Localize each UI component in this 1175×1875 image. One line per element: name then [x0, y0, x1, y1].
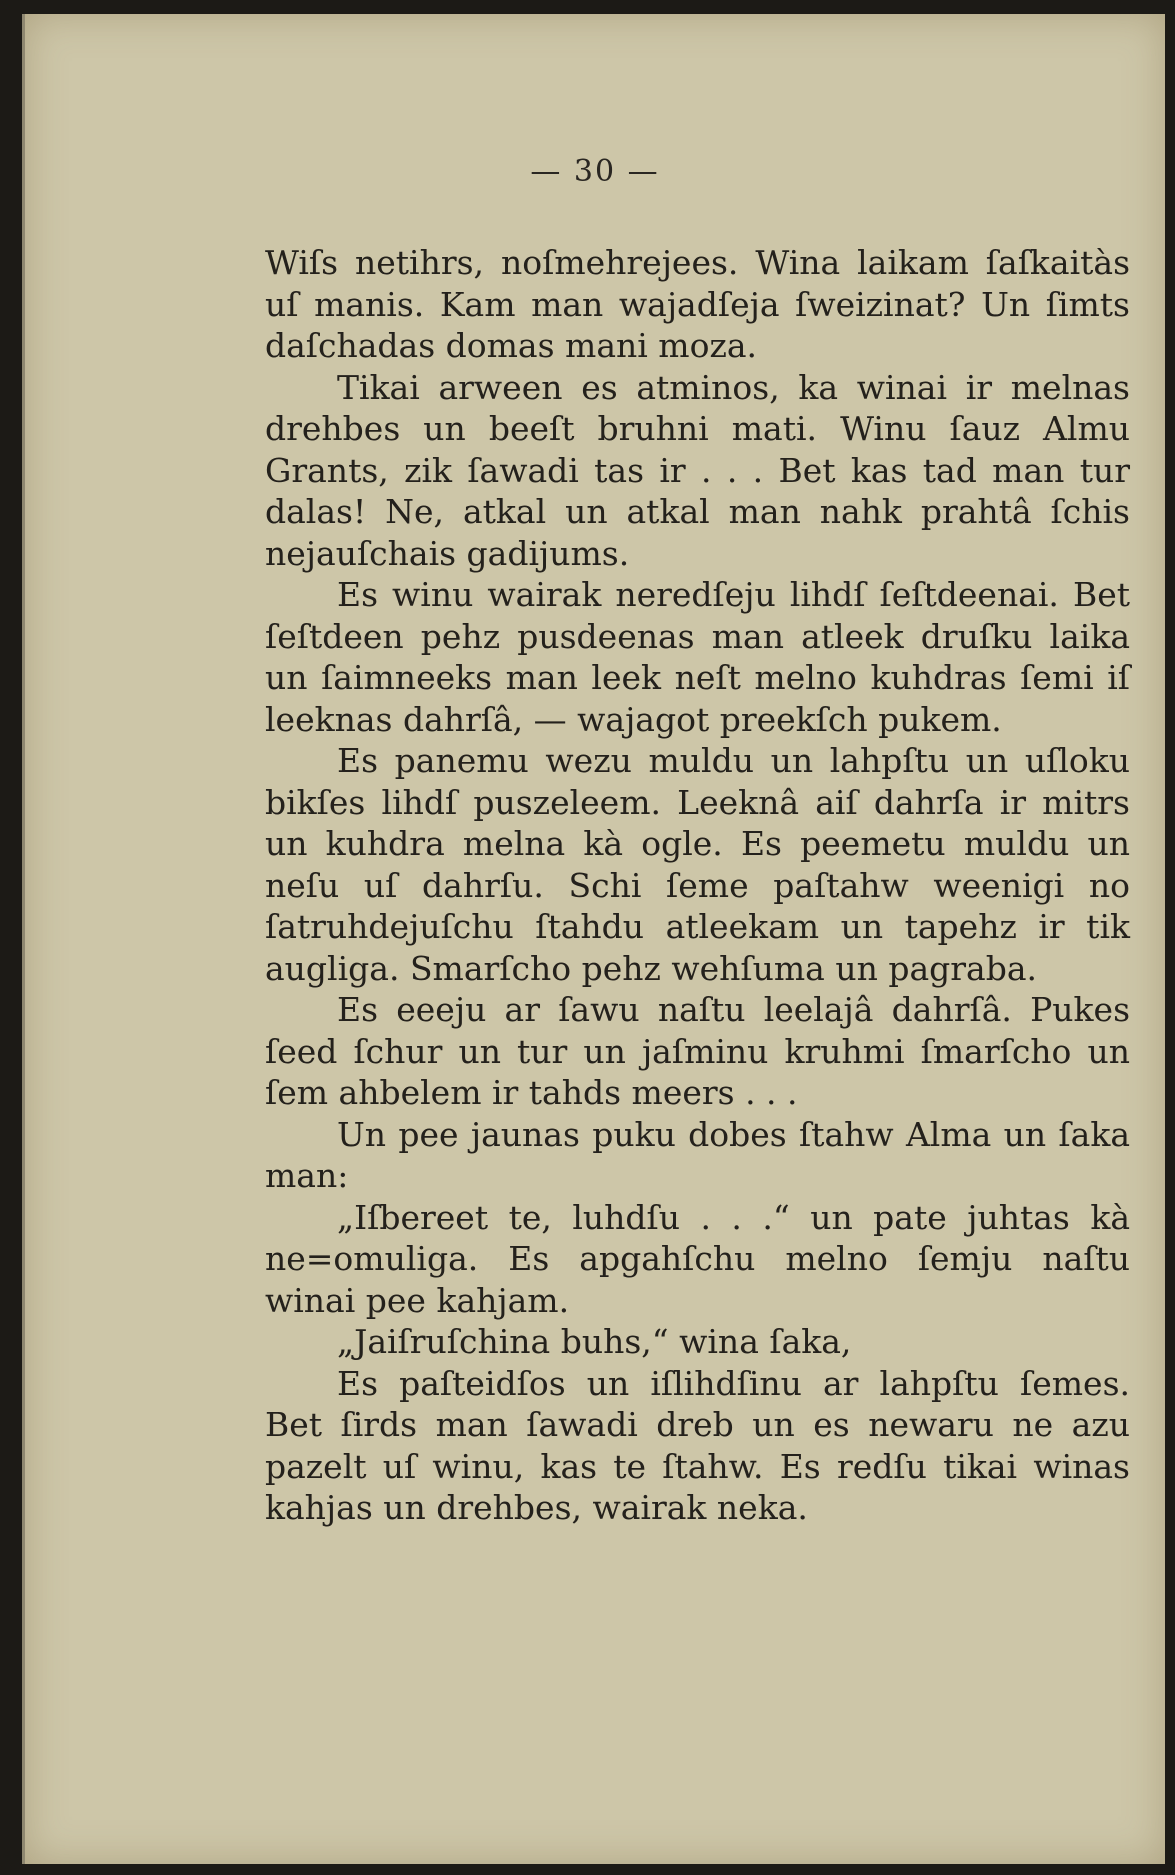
paragraph: Wiſs netihrs, noſmehrejees. Wina laikam ſaſkaitàs uſ manis. Kam man wajadſeja ſweizinat? Un ſimts daſchadas domas mani moza.	[265, 243, 1130, 365]
paragraph: „Iſbereet te, luhdſu . . .“ un pate juhtas kà ne=omuliga. Es apgahſchu melno ſemju naſtu winai pee kahjam.	[265, 1197, 1130, 1320]
paragraph: Es panemu wezu muldu un lahpſtu un uſloku bikſes lihdſ puszeleem. Leeknâ aiſ dahrſa ir mitrs un kuhdra melna kà ogle. Es peemetu muldu un neſu uſ dahrſu. Schi ſeme paſtahw weenigi no ſatruhdejuſchu ſtahdu atleekam un tapehz ir tik augliga. Smarſcho pehz wehſuma un pagraba.	[265, 741, 1130, 988]
paragraph: Tikai arween es atminos, ka winai ir melnas drehbes un beeſt bruhni mati. Winu ſauz Almu Grants, zik ſawadi tas ir . . . Bet kas tad man tur dalas! Ne, atkal un atkal man nahk prahtâ ſchis nejauſchais gadijums.	[265, 367, 1130, 573]
paragraph: Un pee jaunas puku dobes ſtahw Alma un ſaka man:	[265, 1114, 1130, 1195]
paragraph: „Jaiſruſchina buhs,“ wina ſaka,	[337, 1322, 852, 1361]
paragraph: Es paſteidſos un iſlihdſinu ar lahpſtu ſemes. Bet ſirds man ſawadi dreb un es newaru ne azu pazelt uſ winu, kas te ſtahw. Es redſu tikai winas kahjas un drehbes, wairak neka.	[265, 1363, 1130, 1527]
page-number: — 30 —	[530, 154, 660, 189]
page-text	[265, 242, 1130, 1529]
paragraph: Es winu wairak neredſeju lihdſ ſeſtdeenai. Bet ſeſtdeen pehz pusdeenas man atleek druſku laika un ſaimneeks man leek neſt melno kuhdras ſemi iſ leeknas dahrſâ, — wajagot preekſch pukem.	[265, 575, 1130, 739]
paragraph: Es eeeju ar ſawu naſtu leelajâ dahrſâ. Pukes ſeed ſchur un tur un jaſminu kruhmi ſmarſcho un ſem ahbelem ir tahds meers . . .	[265, 990, 1130, 1112]
book-page	[22, 14, 1165, 1864]
